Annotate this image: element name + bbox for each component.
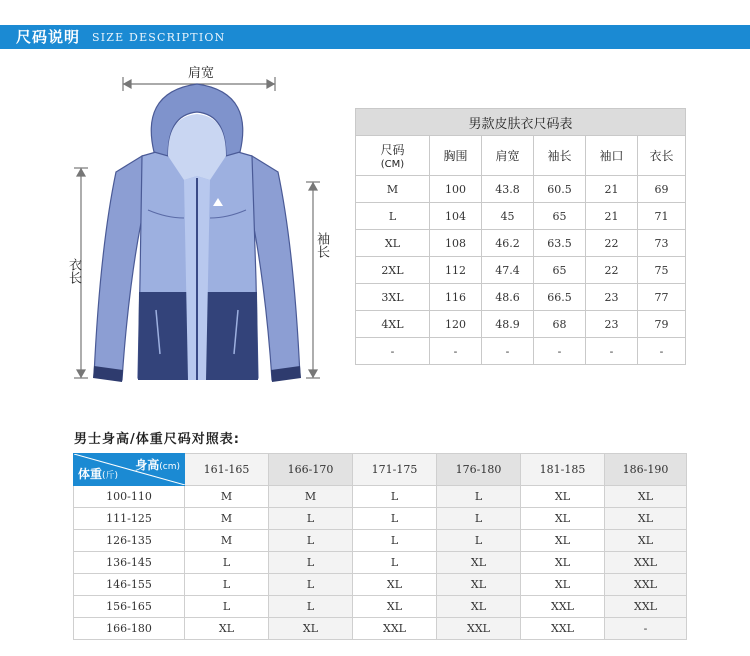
recommended-size-cell: XL — [605, 508, 687, 530]
measurement-cell: 48.6 — [482, 284, 534, 311]
measurement-cell: 48.9 — [482, 311, 534, 338]
size-row — [356, 203, 686, 230]
measurement-cell: 71 — [638, 203, 686, 230]
weight-range-cell: 166-180 — [74, 618, 185, 640]
recommended-size-cell: XL — [185, 618, 269, 640]
body-length-label: 衣长 — [66, 258, 81, 284]
height-unit: (cm) — [159, 462, 180, 472]
size-table-header — [356, 136, 686, 176]
recommended-size-cell: L — [437, 530, 521, 552]
recommended-size-cell: XL — [353, 574, 437, 596]
recommended-size-cell: XXL — [521, 596, 605, 618]
size-header-label: 尺码 — [380, 142, 405, 157]
measurement-cell: 65 — [534, 257, 586, 284]
measurement-cell: 23 — [586, 311, 638, 338]
measurement-cell: 68 — [534, 311, 586, 338]
measurement-cell: - — [482, 338, 534, 365]
measurement-cell: 66.5 — [534, 284, 586, 311]
fit-row — [74, 530, 687, 552]
weight-range-cell: 156-165 — [74, 596, 185, 618]
size-row — [356, 176, 686, 203]
recommended-size-cell: M — [185, 508, 269, 530]
fit-table-body — [74, 486, 687, 640]
measurement-cell: - — [638, 338, 686, 365]
measurement-cell: - — [534, 338, 586, 365]
weight-range-cell: 136-145 — [74, 552, 185, 574]
fit-row — [74, 618, 687, 640]
recommended-size-cell: XL — [521, 486, 605, 508]
size-row — [356, 311, 686, 338]
size-cell: 2XL — [356, 257, 430, 284]
size-cell: 4XL — [356, 311, 430, 338]
fit-row — [74, 552, 687, 574]
size-cell: M — [356, 176, 430, 203]
size-table-title: 男款皮肤衣尺码表 — [356, 109, 686, 136]
weight-range-cell: 126-135 — [74, 530, 185, 552]
recommended-size-cell: M — [185, 530, 269, 552]
recommended-size-cell: XL — [521, 574, 605, 596]
measurement-cell: 22 — [586, 257, 638, 284]
height-range-header: 181-185 — [521, 454, 605, 486]
recommended-size-cell: XL — [605, 486, 687, 508]
size-cell: XL — [356, 230, 430, 257]
column-header: 袖长 — [534, 136, 586, 176]
measurement-cell: 116 — [430, 284, 482, 311]
height-range-header: 161-165 — [185, 454, 269, 486]
weight-range-cell: 100-110 — [74, 486, 185, 508]
recommended-size-cell: L — [437, 508, 521, 530]
weight-range-cell: 111-125 — [74, 508, 185, 530]
height-range-header: 166-170 — [269, 454, 353, 486]
column-header: 肩宽 — [482, 136, 534, 176]
recommended-size-cell: L — [269, 530, 353, 552]
recommended-size-cell: XXL — [437, 618, 521, 640]
fit-table-title: 男士身高/体重尺码对照表: — [74, 432, 240, 447]
measurement-cell: 47.4 — [482, 257, 534, 284]
height-range-header: 186-190 — [605, 454, 687, 486]
recommended-size-cell: L — [269, 596, 353, 618]
recommended-size-cell: XXL — [605, 552, 687, 574]
weight-axis-label — [78, 465, 118, 482]
recommended-size-cell: XL — [605, 530, 687, 552]
recommended-size-cell: L — [269, 552, 353, 574]
size-row — [356, 257, 686, 284]
measurement-cell: 23 — [586, 284, 638, 311]
size-cell: 3XL — [356, 284, 430, 311]
fit-table-header — [74, 454, 687, 486]
measurement-cell: 45 — [482, 203, 534, 230]
weight-unit: (斤) — [102, 471, 119, 481]
jacket-drawing — [50, 60, 340, 395]
recommended-size-cell: XL — [521, 530, 605, 552]
column-header: 胸围 — [430, 136, 482, 176]
recommended-size-cell: L — [185, 552, 269, 574]
fit-table — [73, 453, 687, 640]
recommended-size-cell: L — [353, 552, 437, 574]
measurement-cell: 75 — [638, 257, 686, 284]
recommended-size-cell: L — [353, 508, 437, 530]
weight-label: 体重 — [78, 467, 103, 481]
measurement-cell: 65 — [534, 203, 586, 230]
recommended-size-cell: XL — [437, 596, 521, 618]
measurement-cell: 120 — [430, 311, 482, 338]
recommended-size-cell: XXL — [605, 596, 687, 618]
fit-row — [74, 574, 687, 596]
recommended-size-cell: L — [269, 508, 353, 530]
measurement-cell: 73 — [638, 230, 686, 257]
recommended-size-cell: L — [353, 486, 437, 508]
recommended-size-cell: XL — [521, 552, 605, 574]
recommended-size-cell: L — [269, 574, 353, 596]
size-table-body — [356, 176, 686, 365]
height-range-header: 176-180 — [437, 454, 521, 486]
sleeve-length-label: 袖长 — [314, 232, 329, 258]
weight-range-cell: 146-155 — [74, 574, 185, 596]
measurement-cell: 69 — [638, 176, 686, 203]
sleeve-length-arrow — [306, 182, 320, 378]
fit-row — [74, 486, 687, 508]
recommended-size-cell: XL — [521, 508, 605, 530]
section-subtitle: SIZE DESCRIPTION — [92, 31, 226, 44]
fit-row — [74, 596, 687, 618]
recommended-size-cell: XXL — [521, 618, 605, 640]
measurement-cell: 79 — [638, 311, 686, 338]
measurement-cell: - — [430, 338, 482, 365]
recommended-size-cell: XL — [437, 552, 521, 574]
height-label: 身高 — [135, 458, 160, 472]
recommended-size-cell: L — [437, 486, 521, 508]
measurement-cell: - — [586, 338, 638, 365]
measurement-cell: 112 — [430, 257, 482, 284]
size-header-unit: (CM) — [380, 158, 405, 170]
fit-row — [74, 508, 687, 530]
size-row — [356, 230, 686, 257]
size-cell: - — [356, 338, 430, 365]
measurement-cell: 22 — [586, 230, 638, 257]
measurement-cell: 43.8 — [482, 176, 534, 203]
measurement-cell: 100 — [430, 176, 482, 203]
recommended-size-cell: XXL — [353, 618, 437, 640]
measurement-cell: 21 — [586, 176, 638, 203]
measurement-cell: 63.5 — [534, 230, 586, 257]
measurement-cell: 21 — [586, 203, 638, 230]
size-cell: L — [356, 203, 430, 230]
size-row — [356, 338, 686, 365]
measurement-cell: 77 — [638, 284, 686, 311]
measurement-cell: 104 — [430, 203, 482, 230]
section-title: 尺码说明 — [16, 28, 81, 46]
measurement-cell: 46.2 — [482, 230, 534, 257]
jacket-shape — [93, 84, 301, 382]
recommended-size-cell: L — [185, 596, 269, 618]
recommended-size-cell: L — [185, 574, 269, 596]
fit-table-corner — [74, 454, 185, 486]
recommended-size-cell: XXL — [605, 574, 687, 596]
measurement-cell: 60.5 — [534, 176, 586, 203]
recommended-size-cell: XL — [437, 574, 521, 596]
jacket-illustration — [50, 60, 340, 395]
column-header: 衣长 — [638, 136, 686, 176]
recommended-size-cell: - — [605, 618, 687, 640]
height-range-header: 171-175 — [353, 454, 437, 486]
recommended-size-cell: XL — [269, 618, 353, 640]
measurement-cell: 108 — [430, 230, 482, 257]
recommended-size-cell: M — [269, 486, 353, 508]
height-axis-label — [135, 456, 180, 473]
recommended-size-cell: XL — [353, 596, 437, 618]
column-header: 袖口 — [586, 136, 638, 176]
size-row — [356, 284, 686, 311]
size-column-header — [356, 136, 430, 176]
shoulder-width-label: 肩宽 — [188, 66, 215, 81]
recommended-size-cell: M — [185, 486, 269, 508]
recommended-size-cell: L — [353, 530, 437, 552]
size-table — [355, 108, 686, 365]
section-header — [0, 25, 750, 49]
